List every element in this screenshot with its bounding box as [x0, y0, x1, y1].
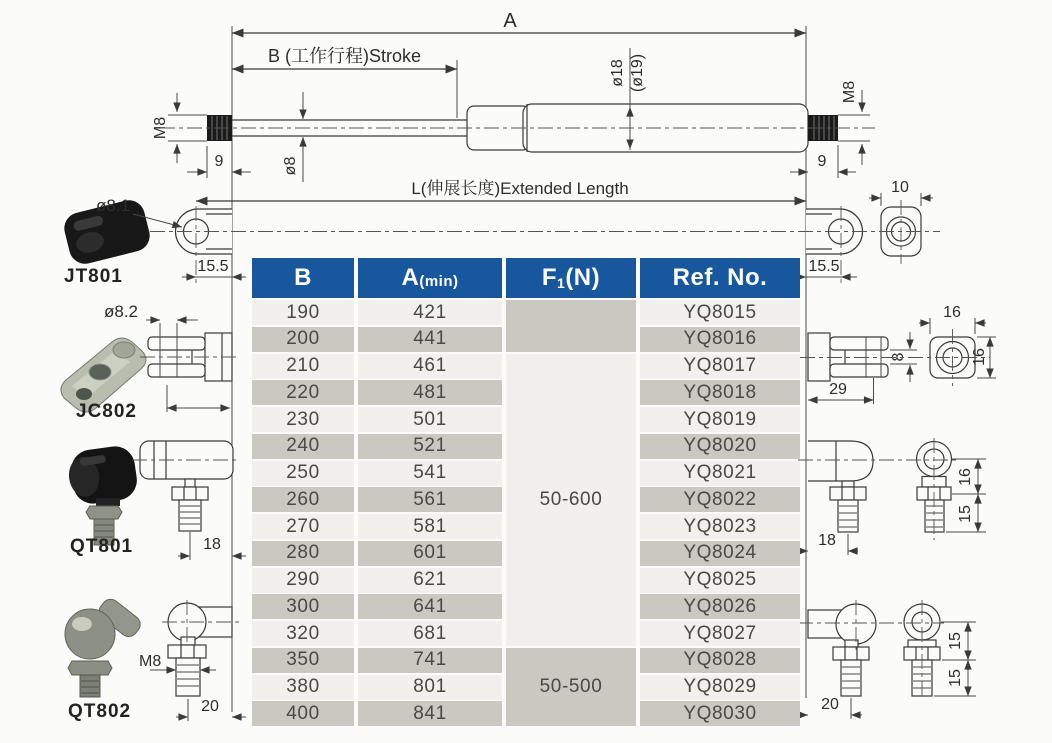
col-header-f1n: F 1 (N): [506, 258, 636, 298]
table-header-row: [252, 258, 800, 298]
table-cell: 400: [252, 701, 354, 726]
column-f1n: [506, 300, 636, 726]
table-cell: 300: [252, 594, 354, 619]
col-header-b: B: [252, 258, 354, 298]
table-cell: 230: [252, 407, 354, 432]
qt801-photo: [66, 444, 140, 545]
jc802-side-view: [146, 320, 232, 412]
dim-9-left-label: 9: [214, 153, 224, 170]
table-cell: 350: [252, 648, 354, 673]
table-cell: 200: [252, 327, 354, 352]
table-cell: 380: [252, 675, 354, 700]
table-cell: YQ8016: [640, 327, 800, 352]
dim-m8-right-label: M8: [841, 80, 858, 104]
table-cell: YQ8029: [640, 675, 800, 700]
table-cell: 270: [252, 514, 354, 539]
dim-eyelet-left-label: 15.5: [197, 258, 229, 275]
table-cell: YQ8025: [640, 568, 800, 593]
dim-eyelet-width-label: 10: [891, 179, 909, 196]
table-cell: YQ8023: [640, 514, 800, 539]
table-cell: 190: [252, 300, 354, 325]
ball-stud-thread-label: 15: [947, 669, 964, 687]
qt802-label: QT802: [68, 701, 132, 722]
clevis-right-views: [808, 304, 996, 404]
col-header-ref-no: Ref. No.: [640, 258, 800, 298]
table-cell: 220: [252, 380, 354, 405]
table-cell: 561: [358, 487, 502, 512]
table-cell: 841: [358, 701, 502, 726]
table-cell: 521: [358, 434, 502, 459]
ball-socket-center-label: 16: [957, 468, 974, 486]
qt801-label: QT801: [70, 536, 134, 557]
dim-body-dia-label: ø18: [609, 59, 626, 87]
table-cell: YQ8019: [640, 407, 800, 432]
table-cell: 501: [358, 407, 502, 432]
table-cell: YQ8026: [640, 594, 800, 619]
table-body: [252, 300, 800, 726]
table-cell: YQ8024: [640, 541, 800, 566]
table-cell: 320: [252, 621, 354, 646]
table-cell: 801: [358, 675, 502, 700]
dim-body-dia2-label: (ø19): [629, 53, 646, 93]
f1-merged-cell: 50-600: [506, 354, 636, 647]
dim-a-label: A: [503, 10, 517, 32]
dim-m8-left-label: M8: [152, 116, 169, 140]
qt801-side-view: [140, 441, 246, 560]
table-cell: YQ8018: [640, 380, 800, 405]
table-cell: 621: [358, 568, 502, 593]
dim-b-label: B (工作行程)Stroke: [268, 46, 422, 66]
qt802-offset-label: 20: [201, 698, 219, 715]
ball-socket-right-views: [796, 441, 986, 555]
jc802-label: JC802: [76, 401, 137, 422]
table-cell: 240: [252, 434, 354, 459]
table-cell: 681: [358, 621, 502, 646]
table-cell: YQ8021: [640, 461, 800, 486]
ball-stud-offset-label: 20: [821, 696, 839, 713]
table-cell: 250: [252, 461, 354, 486]
clevis-depth-label: 29: [829, 381, 847, 398]
dim-rod-dia-label: ø8: [282, 156, 299, 176]
table-cell: 601: [358, 541, 502, 566]
spec-table: [252, 258, 800, 726]
dim-9-right-label: 9: [817, 153, 827, 170]
dim-extended-length-label: L(伸展长度)Extended Length: [411, 179, 629, 198]
clevis-slot-label: 8: [890, 352, 907, 362]
clevis-width-label: 16: [943, 304, 961, 321]
qt801-offset-label: 18: [203, 536, 221, 553]
qt802-side-view: [139, 603, 246, 721]
table-cell: 581: [358, 514, 502, 539]
table-cell: YQ8027: [640, 621, 800, 646]
table-cell: YQ8030: [640, 701, 800, 726]
table-cell: 741: [358, 648, 502, 673]
table-cell: 260: [252, 487, 354, 512]
ball-socket-thread-label: 15: [957, 505, 974, 523]
jt801-label: JT801: [64, 266, 123, 287]
table-cell: 280: [252, 541, 354, 566]
table-cell: 481: [358, 380, 502, 405]
table-cell: YQ8015: [640, 300, 800, 325]
table-cell: 641: [358, 594, 502, 619]
table-cell: 290: [252, 568, 354, 593]
clevis-height-label: 16: [971, 348, 988, 366]
jc802-dim-label: ø8.2: [104, 302, 139, 321]
table-cell: 461: [358, 354, 502, 379]
jt801-dim-label: ø8.1: [96, 196, 131, 215]
table-cell: YQ8022: [640, 487, 800, 512]
table-cell: 541: [358, 461, 502, 486]
dim-eyelet-right-label: 15.5: [808, 258, 840, 275]
qt802-photo: [65, 596, 144, 697]
column-ref-no: [640, 300, 800, 726]
ball-stud-right-views: [796, 604, 976, 719]
f1-merged-cell: [506, 300, 636, 352]
table-cell: 210: [252, 354, 354, 379]
ball-stud-center-label: 15: [947, 632, 964, 650]
table-cell: 421: [358, 300, 502, 325]
table-cell: YQ8017: [640, 354, 800, 379]
col-header-a-min: A (min): [358, 258, 502, 298]
ball-socket-offset-label: 18: [818, 532, 836, 549]
column-b: [252, 300, 354, 726]
table-cell: YQ8028: [640, 648, 800, 673]
qt802-thread-label: M8: [139, 653, 162, 670]
column-a-min: [358, 300, 502, 726]
f1-merged-cell: 50-500: [506, 648, 636, 727]
table-cell: YQ8020: [640, 434, 800, 459]
table-cell: 441: [358, 327, 502, 352]
